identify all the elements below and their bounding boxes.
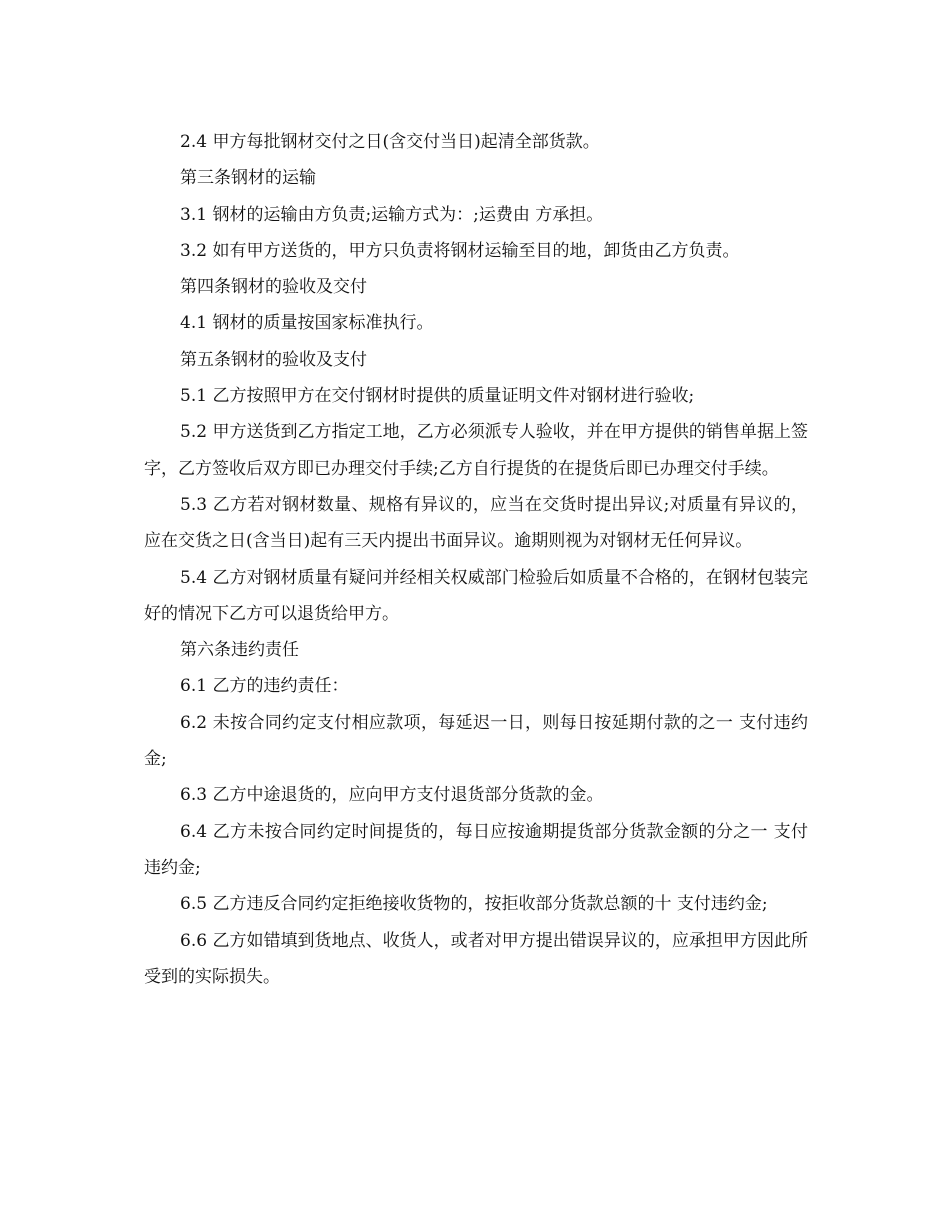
clause-5-1: 5.1 乙方按照甲方在交付钢材时提供的质量证明文件对钢材进行验收; bbox=[180, 386, 695, 407]
clause-5-2: 5.2 甲方送货到乙方指定工地，乙方必须派专人验收，并在甲方提供的销售单据上签字，乙方签收后双方即已办理交付手续;乙方自行提货的在提货后即已办理交付手续。 bbox=[144, 422, 808, 479]
article-4-heading: 第四条钢材的验收及交付 bbox=[180, 277, 367, 298]
clause-6-4: 6.4 乙方未按合同约定时间提货的，每日应按逾期提货部分货款金额的分之一 支付违约金; bbox=[144, 821, 808, 878]
clause-6-3: 6.3 乙方中途退货的，应向甲方支付退货部分货款的金。 bbox=[180, 785, 604, 806]
clause-2-4: 2.4 甲方每批钢材交付之日(含交付当日)起清全部货款。 bbox=[180, 132, 600, 152]
clause-6-2: 6.2 未按合同约定支付相应款项，每延迟一日，则每日按延期付款的之一 支付违约金; bbox=[144, 712, 808, 770]
article-3-heading: 第三条钢材的运输 bbox=[180, 168, 316, 189]
clause-3-2: 3.2 如有甲方送货的，甲方只负责将钢材运输至目的地，卸货由乙方负责。 bbox=[180, 240, 740, 261]
article-6-heading: 第六条违约责任 bbox=[180, 640, 299, 661]
clause-3-1: 3.1 钢材的运输由方负责;运输方式为：;运费由 方承担。 bbox=[180, 204, 604, 225]
article-5-heading: 第五条钢材的验收及支付 bbox=[180, 349, 367, 370]
clause-6-5: 6.5 乙方违反合同约定拒绝接收货物的，按拒收部分货款总额的十 支付违约金; bbox=[180, 894, 768, 915]
document-body bbox=[144, 124, 808, 995]
clause-6-1: 6.1 乙方的违约责任： bbox=[180, 676, 349, 697]
clause-4-1: 4.1 钢材的质量按国家标准执行。 bbox=[180, 313, 434, 334]
clause-5-3: 5.3 乙方若对钢材数量、规格有异议的，应当在交货时提出异议;对质量有异议的，应在交货之日(含当日)起有三天内提出书面异议。逾期则视为对钢材无任何异议。 bbox=[144, 494, 808, 552]
clause-5-4: 5.4 乙方对钢材质量有疑问并经相关权威部门检验后如质量不合格的，在钢材包装完好的情况下乙方可以退货给甲方。 bbox=[144, 567, 808, 624]
clause-6-6: 6.6 乙方如错填到货地点、收货人，或者对甲方提出错误异议的，应承担甲方因此所受到的实际损失。 bbox=[144, 930, 808, 987]
